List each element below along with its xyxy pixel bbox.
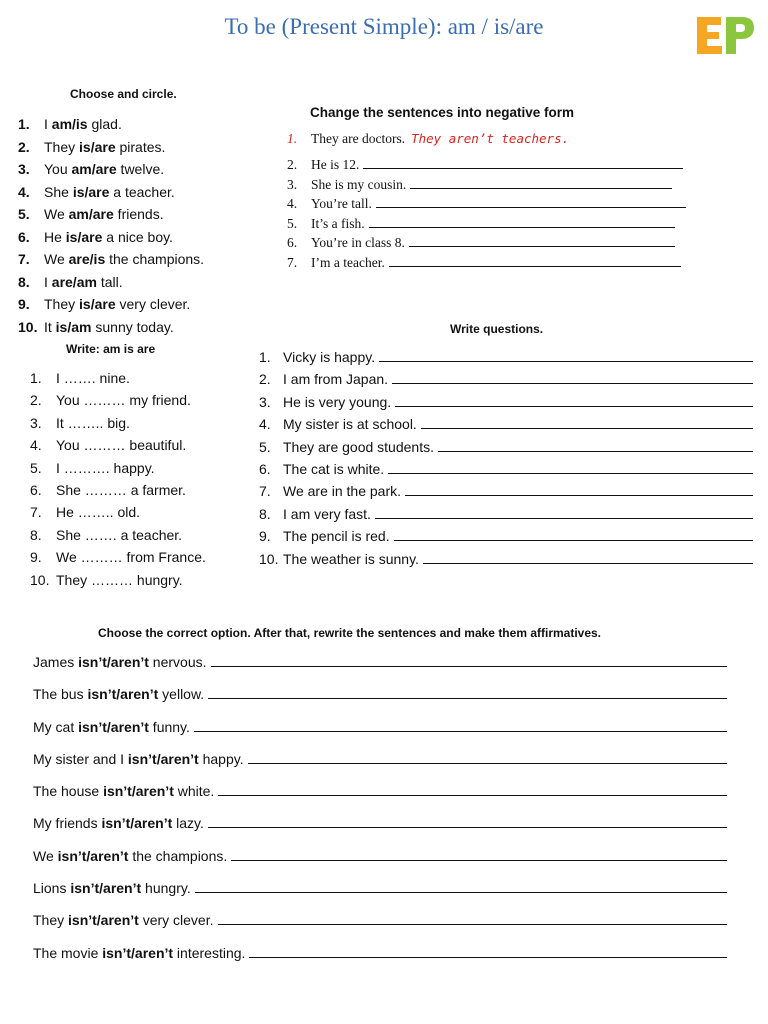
answer-line[interactable]: [388, 473, 753, 474]
list-item: [287, 235, 686, 255]
item-number: 8.: [259, 505, 271, 522]
item-number: 1.: [287, 131, 298, 146]
answer-line[interactable]: [405, 495, 753, 496]
verb-choice[interactable]: isn’t/aren’t: [68, 912, 139, 929]
item-complement: tall.: [96, 273, 123, 290]
item-subject: He: [44, 228, 66, 245]
list-item: [30, 504, 206, 526]
list-item: [18, 296, 204, 319]
list-item: [30, 460, 206, 482]
item-sentence: My sister is at school.: [283, 416, 417, 433]
list-item: [18, 184, 204, 207]
item-sentence: Vicky is happy.: [283, 349, 376, 365]
item-subject: Lions: [33, 880, 71, 897]
answer-line[interactable]: [218, 795, 727, 796]
list-item: [33, 880, 727, 912]
item-number: 4.: [259, 416, 271, 433]
item-number: 7.: [30, 504, 42, 521]
example-answer: They aren’t teachers.: [411, 131, 570, 146]
list-item: [18, 319, 204, 342]
example-item: [287, 131, 686, 157]
verb-choice[interactable]: is/am: [55, 318, 92, 335]
item-sentence: We are in the park.: [283, 483, 402, 500]
answer-line[interactable]: [363, 168, 683, 169]
item-complement: twelve.: [116, 161, 165, 177]
list-item: [33, 751, 727, 783]
list-item: [33, 912, 727, 944]
list-item: [30, 370, 206, 392]
item-sentence: The weather is sunny.: [283, 550, 419, 567]
list-item: [259, 439, 753, 461]
item-subject: We: [33, 847, 58, 864]
list-item: [18, 161, 204, 184]
section4-heading: Write questions.: [450, 322, 544, 336]
item-subject: James: [33, 654, 79, 670]
item-number: 4.: [18, 183, 30, 200]
item-number: 3.: [30, 414, 42, 431]
list-item: [18, 139, 204, 162]
item-number: 2.: [287, 157, 298, 172]
item-sentence[interactable]: I ………. happy.: [56, 459, 155, 476]
item-subject: I: [44, 273, 52, 290]
verb-choice[interactable]: am/is: [51, 116, 88, 132]
answer-line[interactable]: [249, 957, 727, 958]
item-number: 9.: [30, 549, 42, 566]
item-complement: hungry.: [141, 880, 191, 897]
list-item: [259, 461, 753, 483]
list-item: [30, 415, 206, 437]
item-number: 7.: [18, 251, 30, 267]
section3-heading: Write: am is are: [66, 342, 156, 356]
verb-choice[interactable]: am/are: [68, 206, 114, 222]
item-subject: My friends: [33, 815, 102, 832]
list-item: [259, 416, 753, 438]
verb-choice[interactable]: isn’t/aren’t: [103, 783, 174, 800]
item-number: 5.: [287, 215, 298, 231]
item-number: 2.: [259, 371, 271, 388]
list-item: [259, 371, 753, 393]
section1-heading: Choose and circle.: [70, 87, 177, 101]
list-item: [30, 437, 206, 459]
answer-line[interactable]: [392, 383, 753, 384]
item-sentence[interactable]: They ……… hungry.: [56, 571, 183, 588]
answer-line[interactable]: [208, 698, 727, 699]
answer-line[interactable]: [218, 924, 727, 925]
item-subject: We: [44, 206, 69, 222]
list-item: [287, 216, 686, 236]
list-item: [33, 815, 727, 847]
section5-heading: Choose the correct option. After that, rewrite the sentences and make them affirmatives.: [98, 626, 602, 640]
item-complement: nervous.: [148, 654, 207, 670]
list-item: [30, 527, 206, 549]
item-complement: a teacher.: [109, 183, 175, 200]
section2-heading: Change the sentences into negative form: [310, 105, 575, 120]
list-item: [287, 255, 686, 275]
item-number: 1.: [18, 116, 30, 132]
item-subject: The house: [33, 783, 104, 800]
answer-line[interactable]: [208, 827, 727, 828]
item-number: 6.: [287, 235, 298, 250]
verb-choice[interactable]: isn’t/aren’t: [78, 654, 149, 670]
choose-circle-list: [18, 116, 204, 341]
fill-in-list: [30, 370, 206, 594]
item-subject: They: [44, 138, 80, 155]
item-sentence: She is my cousin.: [311, 176, 407, 192]
item-complement: friends.: [113, 206, 164, 222]
item-number: 4.: [30, 437, 42, 454]
verb-choice[interactable]: isn’t/aren’t: [78, 718, 149, 735]
item-subject: They: [44, 296, 80, 312]
correct-option-list: [33, 654, 727, 977]
answer-line[interactable]: [231, 860, 727, 861]
item-sentence: I am from Japan.: [283, 371, 389, 388]
answer-line[interactable]: [409, 246, 675, 247]
answer-line[interactable]: [438, 451, 753, 452]
answer-line[interactable]: [423, 563, 753, 564]
item-number: 1.: [259, 349, 271, 365]
item-number: 10.: [30, 571, 50, 588]
item-sentence: You’re tall.: [311, 196, 372, 211]
item-number: 10.: [18, 318, 38, 335]
item-complement: interesting.: [173, 944, 246, 961]
verb-choice[interactable]: isn’t/aren’t: [87, 686, 159, 703]
verb-choice[interactable]: is/are: [72, 183, 110, 200]
answer-line[interactable]: [410, 188, 672, 189]
item-subject: You: [44, 161, 72, 177]
item-sentence[interactable]: He …….. old.: [56, 504, 141, 521]
item-subject: My cat: [33, 718, 79, 735]
item-sentence: You’re in class 8.: [311, 235, 405, 250]
item-complement: funny.: [148, 718, 190, 735]
verb-choice[interactable]: isn’t/aren’t: [127, 750, 199, 767]
verb-choice[interactable]: is/are: [79, 296, 116, 312]
list-item: [30, 549, 206, 571]
list-item: [18, 229, 204, 252]
item-subject: I: [44, 116, 52, 132]
item-number: 7.: [259, 483, 271, 500]
list-item: [33, 848, 727, 880]
answer-line[interactable]: [375, 518, 753, 519]
verb-choice[interactable]: is/are: [79, 138, 116, 155]
answer-line[interactable]: [195, 892, 727, 893]
item-number: 3.: [287, 176, 298, 192]
verb-choice[interactable]: are/is: [68, 251, 106, 267]
list-item: [259, 506, 753, 528]
item-sentence: The pencil is red.: [283, 528, 390, 545]
list-item: [18, 206, 204, 229]
item-number: 10.: [259, 550, 279, 567]
item-complement: the champions.: [128, 847, 228, 864]
list-item: [33, 945, 727, 977]
item-complement: pirates.: [115, 138, 166, 155]
item-subject: My sister and I: [33, 750, 128, 767]
write-questions-list: [259, 349, 753, 573]
list-item: [287, 177, 686, 197]
item-number: 9.: [259, 528, 271, 545]
item-complement: lazy.: [172, 815, 204, 832]
list-item: [18, 116, 204, 139]
list-item: [287, 196, 686, 216]
item-number: 7.: [287, 254, 298, 270]
list-item: [30, 572, 206, 594]
item-sentence[interactable]: It …….. big.: [56, 414, 130, 431]
item-number: 3.: [259, 393, 271, 410]
item-number: 5.: [259, 438, 271, 455]
item-subject: It: [44, 318, 56, 335]
answer-line[interactable]: [369, 227, 675, 228]
ep-logo: [692, 10, 758, 60]
item-subject: The movie: [33, 944, 103, 961]
list-item: [30, 482, 206, 504]
item-sentence[interactable]: She ……… a farmer.: [56, 481, 186, 498]
item-complement: glad.: [87, 116, 122, 132]
item-sentence: It’s a fish.: [311, 215, 365, 231]
answer-line[interactable]: [389, 266, 681, 267]
item-number: 6.: [259, 460, 271, 477]
list-item: [18, 274, 204, 297]
item-number: 6.: [18, 228, 30, 245]
verb-choice[interactable]: is/are: [65, 228, 103, 245]
answer-line[interactable]: [421, 428, 753, 429]
item-complement: happy.: [198, 750, 244, 767]
verb-choice[interactable]: isn’t/aren’t: [102, 944, 174, 961]
item-sentence[interactable]: You ……… my friend.: [56, 392, 191, 409]
item-sentence: He is 12.: [311, 157, 360, 172]
answer-line[interactable]: [395, 406, 753, 407]
item-number: 2.: [30, 392, 42, 409]
item-subject: The bus: [33, 686, 88, 703]
item-number: 2.: [18, 138, 30, 155]
answer-line[interactable]: [394, 540, 753, 541]
item-number: 8.: [30, 526, 42, 543]
item-complement: yellow.: [158, 686, 205, 703]
list-item: [259, 394, 753, 416]
item-number: 1.: [30, 370, 42, 386]
negative-form-list: [287, 131, 686, 274]
item-sentence: They are good students.: [283, 438, 434, 455]
item-number: 5.: [18, 206, 30, 222]
logo-letter-e: [696, 16, 723, 55]
list-item: [259, 349, 753, 371]
item-complement: white.: [173, 783, 215, 800]
list-item: [287, 157, 686, 177]
answer-line[interactable]: [248, 763, 727, 764]
list-item: [33, 783, 727, 815]
item-complement: a nice boy.: [102, 228, 173, 245]
item-number: 5.: [30, 459, 42, 476]
item-sentence: He is very young.: [283, 393, 392, 410]
item-sentence[interactable]: We ……… from France.: [56, 549, 206, 566]
list-item: [33, 686, 727, 718]
worksheet-title: To be (Present Simple): am / is/are: [224, 14, 544, 39]
logo-letter-p: [725, 16, 755, 55]
item-complement: sunny today.: [91, 318, 174, 335]
item-sentence: I’m a teacher.: [311, 254, 385, 270]
answer-line[interactable]: [194, 731, 727, 732]
verb-choice[interactable]: am/are: [71, 161, 117, 177]
item-complement: very clever.: [138, 912, 214, 929]
item-number: 3.: [18, 161, 30, 177]
verb-choice[interactable]: are/am: [51, 273, 97, 290]
item-sentence[interactable]: I ……. nine.: [56, 370, 130, 386]
list-item: [33, 719, 727, 751]
verb-choice[interactable]: isn’t/aren’t: [70, 880, 142, 897]
list-item: [259, 551, 753, 573]
item-number: 8.: [18, 273, 30, 290]
list-item: [18, 251, 204, 274]
item-sentence[interactable]: She ……. a teacher.: [56, 526, 183, 543]
list-item: [259, 528, 753, 550]
item-complement: the champions.: [105, 251, 205, 267]
item-number: 6.: [30, 481, 42, 498]
answer-line[interactable]: [379, 361, 753, 362]
list-item: [30, 392, 206, 414]
item-subject: She: [44, 183, 73, 200]
answer-line[interactable]: [376, 207, 686, 208]
verb-choice[interactable]: isn’t/aren’t: [57, 847, 129, 864]
item-sentence[interactable]: You ……… beautiful.: [56, 437, 187, 454]
example-sentence: They are doctors.: [311, 131, 406, 146]
verb-choice[interactable]: isn’t/aren’t: [101, 815, 173, 832]
list-item: [259, 483, 753, 505]
list-item: [33, 654, 727, 686]
item-subject: We: [44, 251, 69, 267]
item-subject: They: [33, 912, 69, 929]
answer-line[interactable]: [211, 666, 727, 667]
item-complement: very clever.: [115, 296, 191, 312]
item-number: 9.: [18, 296, 30, 312]
item-sentence: I am very fast.: [283, 505, 371, 522]
item-number: 4.: [287, 196, 298, 211]
item-sentence: The cat is white.: [283, 460, 385, 477]
